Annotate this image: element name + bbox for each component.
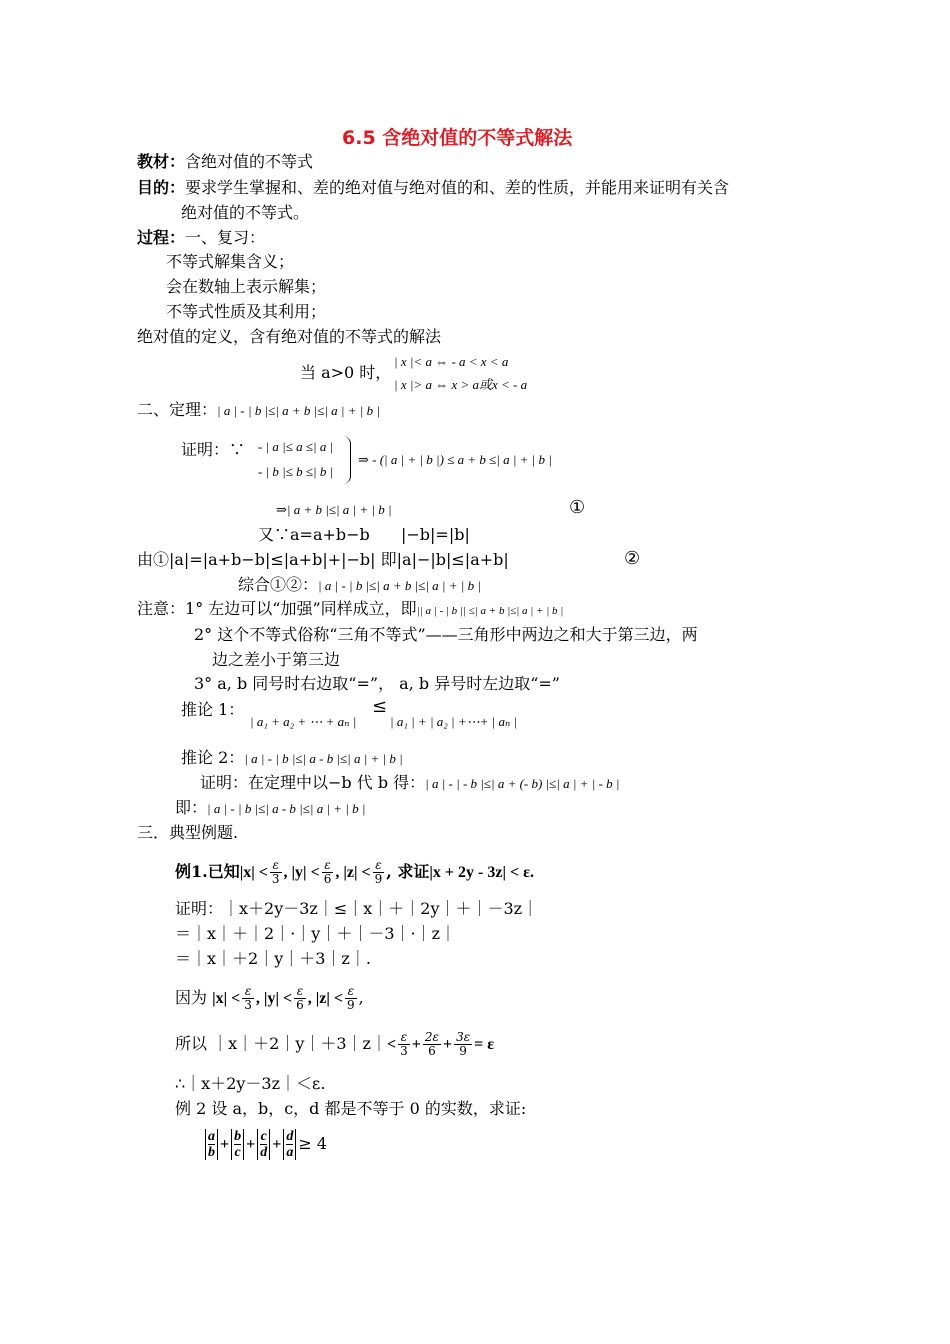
because-end: , bbox=[358, 988, 364, 1007]
combine-label: 综合①②： bbox=[238, 575, 319, 594]
page-title: 6.5 含绝对值的不等式解法 bbox=[342, 127, 573, 149]
combine-formula: | a | - | b |≤| a + b |≤| a | + | b | bbox=[318, 578, 481, 593]
theorem-line bbox=[137, 400, 380, 421]
example-1-statement bbox=[175, 852, 534, 893]
frac-eps-9: $\frac{\varepsilon}{9}$ bbox=[374, 858, 383, 886]
combine-line bbox=[238, 575, 481, 596]
frac-eps-6: $\frac{\varepsilon}{6}$ bbox=[323, 858, 332, 886]
proof-ineq-1: - | a |≤ a ≤| a | bbox=[258, 439, 334, 454]
e2-plus-1: + bbox=[220, 1136, 230, 1153]
material-label: 教材： bbox=[137, 152, 186, 171]
corollary-2-so-label: 即： bbox=[175, 798, 208, 817]
proof-step-1: ⇒| a + b |≤| a | + | b | bbox=[276, 502, 392, 517]
corollary-2-proof-formula: | a | - | - b |≤| a + (- b) |≤| a | + | - b | bbox=[425, 776, 620, 791]
proof-brace bbox=[342, 436, 351, 484]
material-line bbox=[137, 152, 313, 172]
corollary-1-right: | a₁ | + | a₂ | +⋯+ | aₙ | bbox=[390, 714, 518, 729]
abs-frac-d-a: $\frac{d}{a}$ bbox=[283, 1129, 296, 1160]
theorem-formula: | a | - | b |≤| a + b |≤| a | + | b | bbox=[217, 403, 380, 418]
because-x: |x| < bbox=[212, 990, 241, 1007]
b-frac-9: $\frac{\varepsilon}{9}$ bbox=[347, 984, 355, 1012]
because-y: , |y| < bbox=[255, 990, 293, 1007]
abs-frac-b-c: $\frac{b}{c}$ bbox=[231, 1129, 244, 1160]
abs-frac-a-b: $\frac{a}{b}$ bbox=[205, 1129, 218, 1160]
corollary-2-proof bbox=[200, 773, 619, 794]
corollary-2-label: 推论 2： bbox=[181, 748, 245, 767]
abs-frac-c-d: $\frac{c}{d}$ bbox=[257, 1129, 270, 1160]
so-expr: ｜x｜＋2｜y｜＋3｜z｜ bbox=[212, 1034, 387, 1053]
process-line bbox=[137, 228, 265, 248]
so-line bbox=[175, 1024, 494, 1065]
notes-label: 注意： bbox=[137, 599, 186, 618]
because-line bbox=[175, 978, 364, 1019]
example-2-statement: 例 2 设 a，b，c，d 都是不等于 0 的实数，求证: bbox=[175, 1099, 527, 1118]
proof-ineq-2: - | b |≤ b ≤| b | bbox=[258, 464, 334, 479]
b-frac-3: $\frac{\varepsilon}{3}$ bbox=[244, 984, 252, 1012]
process-label: 过程： bbox=[137, 228, 186, 247]
e1-prove: , 求证 bbox=[386, 862, 430, 881]
therefore-line: ∴｜x＋2y－3z｜＜ε. bbox=[175, 1074, 326, 1093]
abs-case-1: | x |< a ⇔ - a < x < a bbox=[394, 354, 509, 369]
proof-implies: ⇒ - (| a | + | b |) ≤ a + b ≤| a | + | b | bbox=[358, 452, 552, 467]
theorem-label: 二、定理： bbox=[137, 400, 218, 419]
e1-z: , |z| < bbox=[335, 864, 371, 881]
so-plus-1: + bbox=[411, 1036, 421, 1053]
so-label: 所以 bbox=[175, 1034, 208, 1053]
circled-mark-1: ① bbox=[569, 497, 586, 518]
proof-label: 证明：∵ bbox=[181, 440, 246, 459]
note-1-text: 1° 左边可以“加强”同样成立，即 bbox=[185, 599, 417, 618]
abs-condition: 当 a>0 时， bbox=[300, 363, 392, 382]
note-2b: 边之差小于第三边 bbox=[212, 650, 341, 669]
proof-also: 又∵a=a+b−b bbox=[258, 525, 370, 544]
e1-goal: |x + 2y - 3z| < ε. bbox=[429, 864, 534, 881]
note-1-formula: || a | - | b || ≤| a + b |≤| a | + | b | bbox=[416, 605, 564, 617]
review-item-2: 会在数轴上表示解集； bbox=[166, 277, 327, 296]
so-frac-2: $\frac{2\varepsilon}{6}$ bbox=[424, 1030, 439, 1058]
frac-eps-3: $\frac{\varepsilon}{3}$ bbox=[271, 858, 280, 886]
e1-x: |x| < bbox=[239, 864, 268, 881]
so-plus-2: + bbox=[442, 1036, 453, 1053]
purpose-line bbox=[137, 178, 729, 198]
example-2-formula bbox=[203, 1124, 327, 1165]
e2-ge: ≥ 4 bbox=[298, 1134, 328, 1153]
corollary-2-proof-text: 证明：在定理中以−b 代 b 得： bbox=[200, 773, 426, 792]
abs-case-2: | x |> a ⇔ x > a或x < - a bbox=[394, 377, 528, 392]
example-1-proof-2: ＝｜x｜＋｜2｜·｜y｜＋｜－3｜·｜z｜ bbox=[175, 924, 457, 943]
corollary-1-rel: ≤ bbox=[372, 696, 388, 717]
examples-heading: 三．典型例题. bbox=[137, 823, 239, 842]
so-frac-3: $\frac{3\varepsilon}{9}$ bbox=[456, 1030, 471, 1058]
note-3: 3° a, b 同号时右边取“=”， a, b 异号时左边取“=” bbox=[194, 674, 560, 693]
purpose-text-1: 要求学生掌握和、差的绝对值与绝对值的和、差的性质，并能用来证明有关含 bbox=[185, 178, 730, 197]
corollary-2-so bbox=[175, 798, 365, 819]
example-1-proof-1: 证明：｜x＋2y－3z｜≤｜x｜＋｜2y｜＋｜－3z｜ bbox=[175, 899, 539, 918]
note-1 bbox=[137, 599, 563, 621]
purpose-text-2: 绝对值的不等式。 bbox=[181, 203, 310, 222]
e1-y: , |y| < bbox=[283, 864, 320, 881]
so-lt: < bbox=[386, 1036, 397, 1053]
example-1-head: 例1.已知 bbox=[175, 862, 240, 881]
process-text: 一、复习： bbox=[185, 228, 266, 247]
corollary-2-line bbox=[181, 748, 403, 769]
review-item-1: 不等式解集含义； bbox=[166, 252, 295, 271]
corollary-1-label: 推论 1： bbox=[181, 700, 245, 719]
corollary-2-formula: | a | - | b |≤| a - b |≤| a | + | b | bbox=[244, 751, 403, 766]
so-eq: = ε bbox=[474, 1036, 495, 1053]
review-item-3: 不等式性质及其利用； bbox=[166, 302, 327, 321]
note-2a: 2° 这个不等式俗称“三角不等式”——三角形中两边之和大于第三边，两 bbox=[194, 625, 698, 644]
example-1-proof-3: ＝｜x｜＋2｜y｜＋3｜z｜. bbox=[175, 949, 371, 968]
proof-also-abs: |−b|=|b| bbox=[401, 525, 470, 544]
e2-plus-3: + bbox=[272, 1136, 282, 1153]
because-z: , |z| < bbox=[307, 990, 343, 1007]
review-item-4: 绝对值的定义，含有绝对值的不等式的解法 bbox=[137, 327, 442, 346]
circled-mark-2: ② bbox=[624, 548, 641, 569]
material-text: 含绝对值的不等式 bbox=[185, 152, 314, 171]
b-frac-6: $\frac{\varepsilon}{6}$ bbox=[296, 984, 304, 1012]
proof-from: 由①|a|=|a+b−b|≤|a+b|+|−b| 即|a|−|b|≤|a+b| bbox=[137, 550, 509, 569]
corollary-1-left: | a₁ + a₂ + ⋯ + aₙ | bbox=[250, 714, 357, 729]
so-frac-1: $\frac{\varepsilon}{3}$ bbox=[400, 1030, 408, 1058]
because-label: 因为 bbox=[175, 988, 208, 1007]
purpose-label: 目的： bbox=[137, 178, 186, 197]
corollary-2-so-formula: | a | - | b |≤| a - b |≤| a | + | b | bbox=[207, 801, 366, 816]
e2-plus-2: + bbox=[246, 1136, 256, 1153]
